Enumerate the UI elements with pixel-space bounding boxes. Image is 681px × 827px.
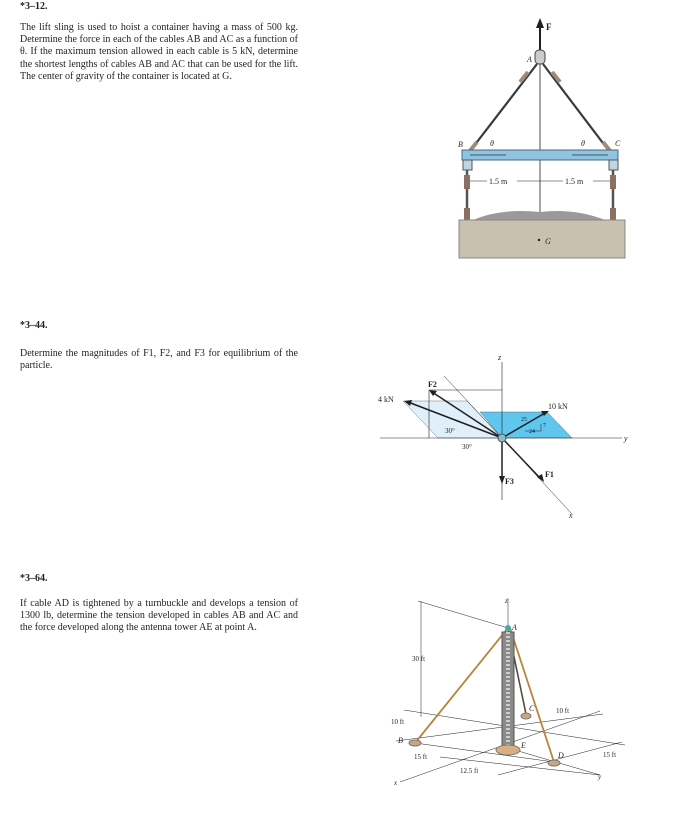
figure-label: F2 [428,380,437,389]
figure-label: 12.5 ft [460,767,479,775]
figure-shape [521,713,531,719]
figure-label: y [624,434,628,443]
figure-label: 30 ft [412,655,426,663]
figure-label: 10 ft [556,707,570,715]
figure-label: F3 [505,477,514,486]
figure-label: 10 kN [548,402,568,411]
problem-text: The lift sling is used to hoist a container having a mass of 500 kg. Determine the force in each of the cables AB and AC as a function of θ. If the maximum tension allowed in each cable is 5 kN, determine the shortest lengths of cables AB and AC that can be used for the lift. The center of gravity of the container is located at G. [20,22,298,82]
figure-label: z [498,353,502,362]
figure-label: C [529,704,535,713]
problem-text: Determine the magnitudes of F1, F2, and F3 for equilibrium of the particle. [20,348,298,372]
problem-number: *3–44. [20,320,48,331]
figure-label: 4 kN [378,395,394,404]
figure-label: 30° [445,427,455,435]
figure-shape [415,743,554,762]
figure-label: x [394,779,398,787]
figure-shape [496,745,520,755]
cable-ab [415,628,508,743]
cable-ad [510,628,554,762]
figure-label: θ [581,139,585,148]
figure-label: B [398,736,403,745]
figure-label: 24 [529,429,535,435]
figure-label: 30° [462,443,472,451]
problem-number: *3–64. [20,573,48,584]
figure-label: G [545,237,551,246]
figure-label: F1 [545,470,554,479]
figure-label: 15 ft [414,753,428,761]
figure-label: 25 [521,417,527,423]
label-f: F [546,22,552,32]
figure-shape [418,601,508,628]
figure-label: D [558,751,564,760]
problem-number: *3–12. [20,1,48,12]
figure-label: 10 ft [391,718,405,726]
figure-label: y [598,773,602,781]
figure-label: θ [490,139,494,148]
figure-label: A [512,623,517,632]
figure-label: A [527,55,532,64]
figure-label: C [615,139,621,148]
dim-left: 1.5 m [489,177,508,186]
figure-shape [505,625,511,631]
figure-label: x [569,511,573,520]
figure-label: B [458,140,463,149]
figure-label: 7 [543,423,546,429]
figure-shape [409,740,421,746]
figure-label: 15 ft [603,751,617,759]
dim-right: 1.5 m [565,177,584,186]
problem-text: If cable AD is tightened by a turnbuckle and develops a tension of 1300 lb, determine the tension developed in cables AB and AC and the force developed along the antenna tower AE at point A. [20,598,298,634]
figure-label: z [505,597,508,605]
figure-shape [548,760,560,766]
figure-label: E [521,741,526,750]
